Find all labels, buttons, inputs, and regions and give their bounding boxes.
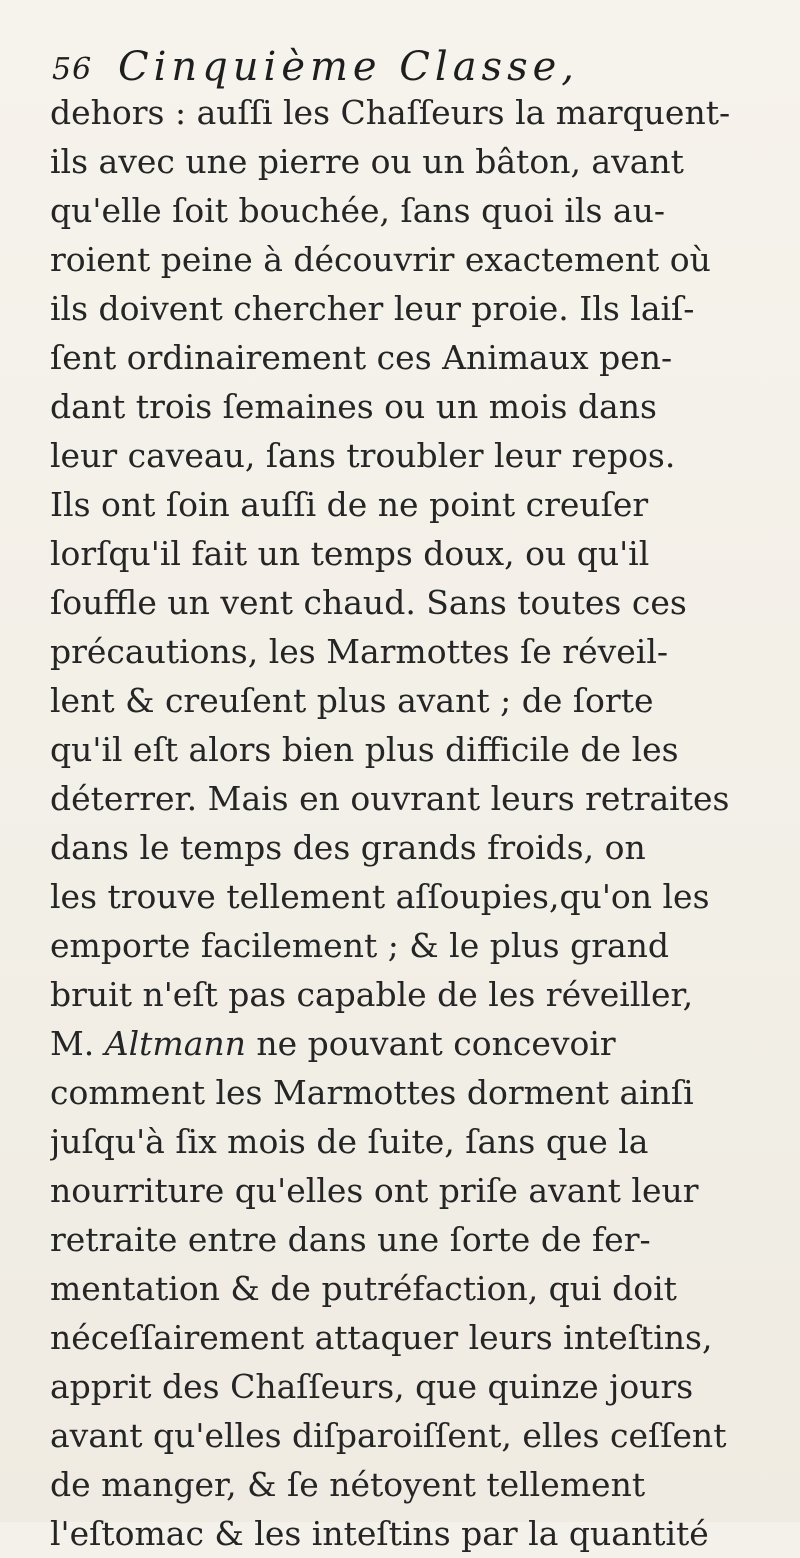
text-line-author: [50, 1019, 774, 1068]
text-line: déterrer. Mais en ouvrant leurs retraites: [50, 779, 730, 818]
text-line: ſouffle un vent chaud. Sans toutes ces: [50, 583, 687, 622]
text-line: retraite entre dans une ſorte de fer-: [50, 1220, 651, 1259]
author-abbrev: M.: [50, 1024, 95, 1063]
text-line: roient peine à découvrir exactement où: [50, 240, 711, 279]
text-line: bruit n'eſt pas capable de les réveiller,: [50, 975, 694, 1014]
text-line: les trouve tellement aſſoupies,qu'on les: [50, 877, 710, 916]
text-line: qu'il eſt alors bien plus difficile de les: [50, 730, 679, 769]
page-number: 56: [52, 52, 93, 87]
text-line: précautions, les Marmottes ſe réveil-: [50, 632, 669, 671]
text-line: Ils ont ſoin auſſi de ne point creuſer: [50, 485, 649, 524]
text-line: ſent ordinairement ces Animaux pen-: [50, 338, 673, 377]
text-line: nourriture qu'elles ont priſe avant leur: [50, 1171, 699, 1210]
text-line-tail: ne pouvant concevoir: [256, 1024, 616, 1063]
text-line: néceſſairement attaquer leurs inteſtins,: [50, 1318, 713, 1357]
text-line: emporte facilement ; & le plus grand: [50, 926, 670, 965]
author-name: Altmann: [104, 1024, 246, 1063]
text-line: dant trois ſemaines ou un mois dans: [50, 387, 657, 426]
text-line: l'eſtomac & les inteſtins par la quantité: [50, 1514, 709, 1553]
text-line: dehors : auſſi les Chaſſeurs la marquent-: [50, 93, 731, 132]
text-line: de manger, & ſe nétoyent tellement: [50, 1465, 646, 1504]
text-line: avant qu'elles diſparoiſſent, elles ceſſent: [50, 1416, 727, 1455]
text-line: dans le temps des grands froids, on: [50, 828, 646, 867]
body-text: [50, 88, 774, 1558]
text-line: apprit des Chaſſeurs, que quinze jours: [50, 1367, 694, 1406]
text-line: lorſqu'il fait un temps doux, ou qu'il: [50, 534, 650, 573]
text-line: leur caveau, ſans troubler leur repos.: [50, 436, 676, 475]
text-line: mentation & de putréfaction, qui doit: [50, 1269, 677, 1308]
text-line: juſqu'à ſix mois de ſuite, ſans que la: [50, 1122, 649, 1161]
running-head: Cinquième Classe,: [118, 44, 579, 90]
text-line: comment les Marmottes dorment ainſi: [50, 1073, 694, 1112]
text-line: ils doivent chercher leur proie. Ils laiſ-: [50, 289, 695, 328]
text-line: ils avec une pierre ou un bâton, avant: [50, 142, 684, 181]
text-line: qu'elle ſoit bouchée, ſans quoi ils au-: [50, 191, 665, 230]
text-line: lent & creuſent plus avant ; de ſorte: [50, 681, 654, 720]
